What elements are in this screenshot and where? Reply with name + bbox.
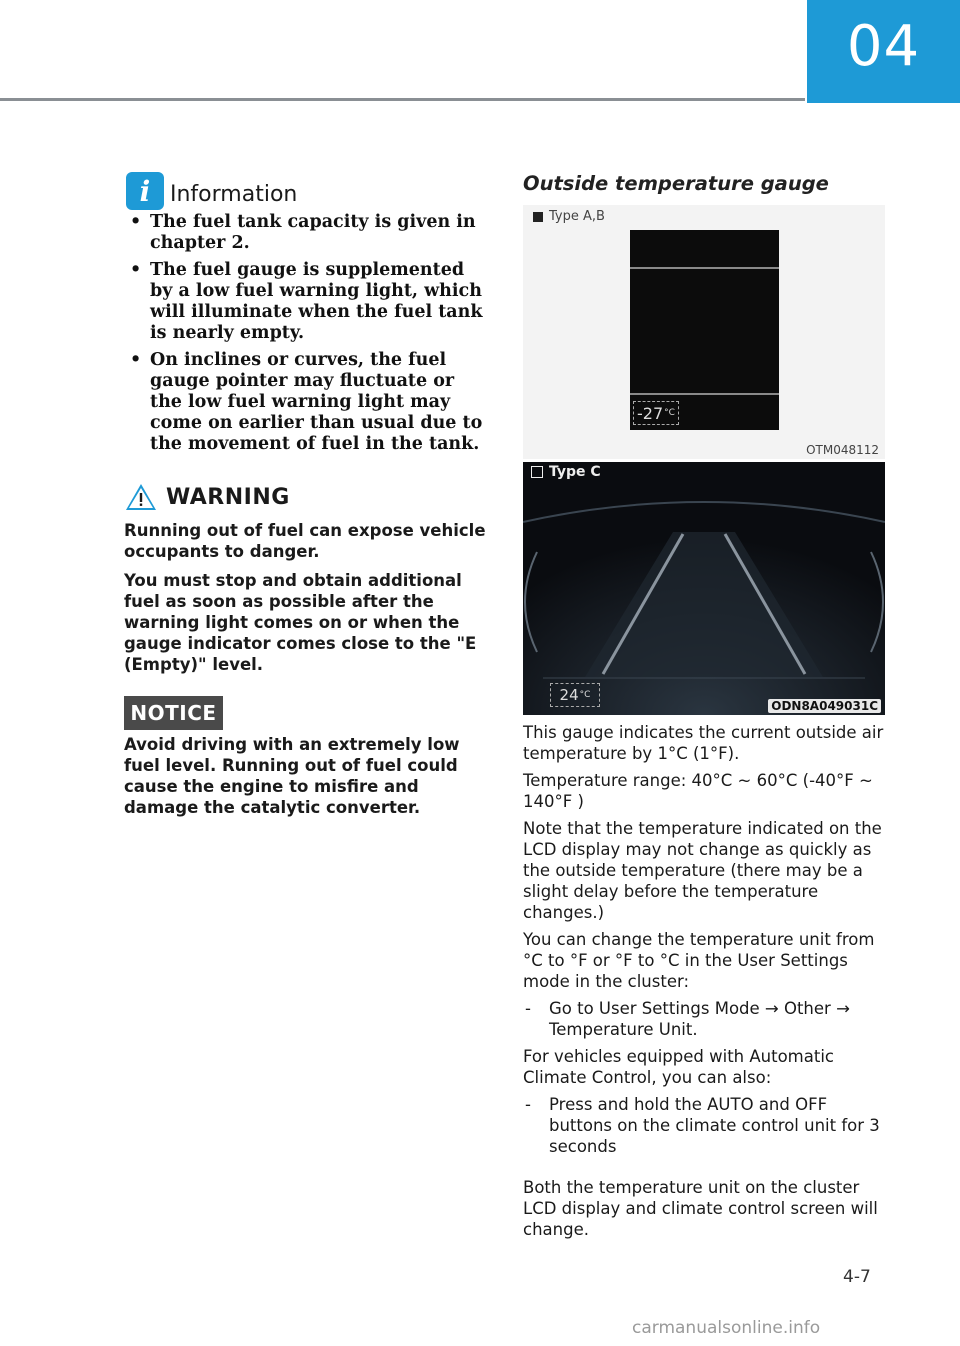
information-title: Information — [170, 181, 298, 207]
figure-code: OTM048112 — [806, 443, 879, 457]
cluster-illustration — [523, 462, 885, 715]
divider-line — [630, 267, 779, 269]
figure-label-text: Type A,B — [549, 209, 605, 224]
warning-icon — [124, 482, 158, 512]
section-body — [523, 722, 893, 1246]
chapter-number: 04 — [846, 14, 921, 79]
figure-label — [533, 209, 605, 224]
body-paragraph: This gauge indicates the current outside air temperature by 1°C (1°F). — [523, 723, 884, 763]
information-heading — [126, 172, 297, 210]
instruction-step: - Press and hold the AUTO and OFF buttons on the climate control unit for 3 seconds — [523, 1094, 893, 1157]
figure-label — [531, 464, 601, 480]
page-number: 4-7 — [843, 1267, 871, 1287]
section-title: Outside temperature gauge — [523, 172, 829, 195]
spacer — [523, 1163, 893, 1177]
chapter-tab — [807, 0, 960, 103]
body-paragraph: For vehicles equipped with Automatic Climate Control, you can also: — [523, 1047, 834, 1087]
temperature-readout — [550, 683, 600, 707]
cluster-display — [630, 230, 779, 430]
divider-line — [630, 393, 779, 395]
temperature-value: -27 — [637, 403, 664, 423]
list-item: • On inclines or curves, the fuel gauge pointer may fluctuate or the low fuel warning light may come on earlier than usual due to the movement of fuel in the tank. — [126, 350, 488, 455]
temperature-readout — [633, 401, 679, 425]
warning-paragraph: Running out of fuel can expose vehicle occupants to danger. — [124, 521, 486, 561]
header-rule — [0, 98, 805, 101]
info-icon: i — [126, 172, 164, 210]
list-item: • The fuel gauge is supplemented by a low fuel warning light, which will illuminate when the fuel tank is nearly empty. — [126, 260, 488, 344]
instruction-step: - Go to User Settings Mode → Other → Temperature Unit. — [523, 998, 893, 1040]
body-paragraph: Both the temperature unit on the cluster LCD display and climate control screen will change. — [523, 1178, 878, 1239]
information-list — [126, 212, 488, 461]
watermark: carmanualsonline.info — [632, 1318, 821, 1338]
warning-paragraph: You must stop and obtain additional fuel as soon as possible after the warning light comes on or when the gauge indicator comes close to the "E (Empty)" level. — [124, 571, 477, 674]
notice-text: Avoid driving with an extremely low fuel level. Running out of fuel could cause the engine to misfire and damage the catalytic converter. — [124, 735, 460, 817]
warning-text — [124, 520, 490, 683]
figure-type-ab — [523, 205, 885, 459]
body-paragraph: You can change the temperature unit from °C to °F or °F to °C in the User Settings mode in the cluster: — [523, 930, 875, 991]
body-paragraph: Temperature range: 40°C ~ 60°C (-40°F ~ 140°F ) — [523, 771, 873, 811]
warning-heading — [124, 482, 290, 512]
list-item: • The fuel tank capacity is given in chapter 2. — [126, 212, 488, 254]
figure-type-c — [523, 462, 885, 715]
square-outline-icon — [531, 466, 543, 478]
notice-badge: NOTICE — [124, 696, 223, 730]
body-paragraph: Note that the temperature indicated on the LCD display may not change as quickly as the outside temperature (there may be a slight delay before the temperature changes.) — [523, 819, 882, 922]
temperature-unit: °C — [664, 408, 675, 418]
temperature-unit: °C — [579, 690, 591, 700]
warning-title: WARNING — [166, 484, 290, 510]
square-icon — [533, 212, 543, 222]
temperature-value: 24 — [559, 686, 579, 704]
figure-label-text: Type C — [549, 464, 601, 480]
figure-code: ODN8A049031C — [768, 699, 881, 713]
